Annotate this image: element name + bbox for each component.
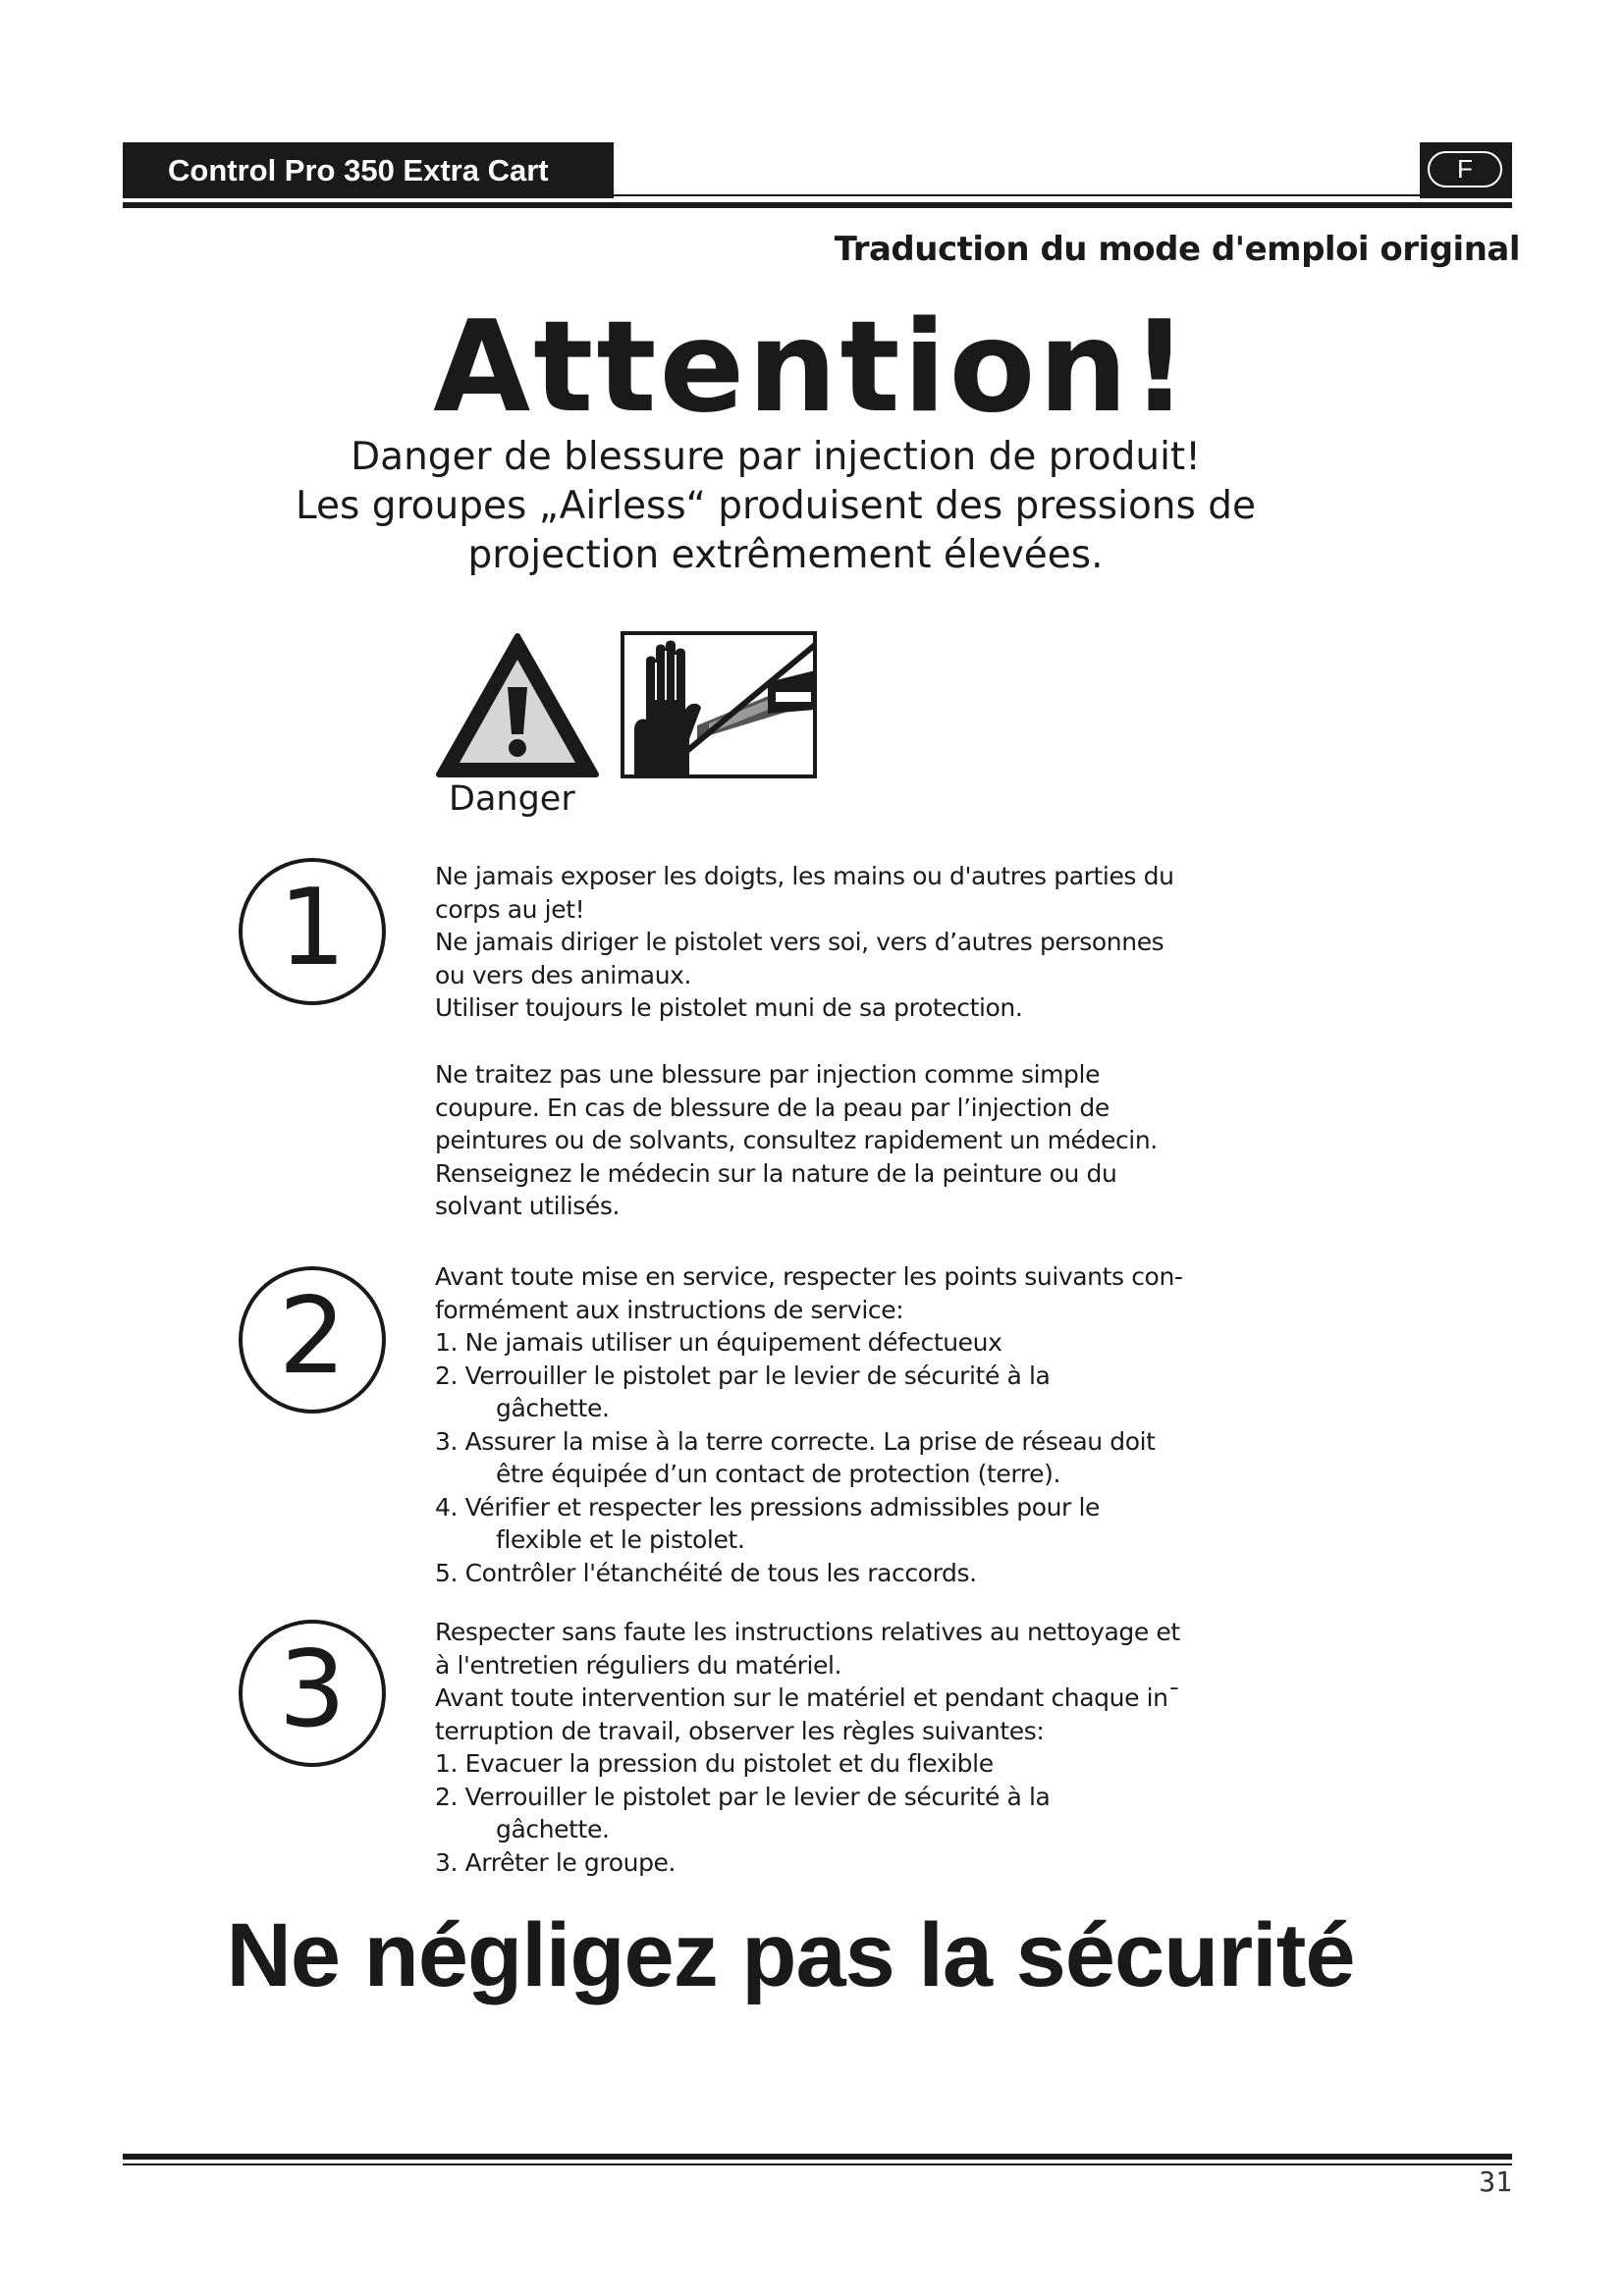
text-line: 3. Arrêter le groupe. bbox=[435, 1847, 677, 1877]
document-title-bar bbox=[123, 142, 614, 198]
text-line: Ne jamais exposer les doigts, les mains ou d'autres parties du bbox=[435, 862, 1174, 890]
footer-rule-thick bbox=[123, 2154, 1512, 2160]
text-line: terruption de travail, observer les règles suivantes: bbox=[435, 1716, 1045, 1745]
text-line: coupure. En cas de blessure de la peau par l’injection de bbox=[435, 1093, 1110, 1122]
section-1-paragraph-1 bbox=[435, 860, 1220, 1025]
text-line: 4. Vérifier et respecter les pressions admissibles pour le bbox=[435, 1492, 1100, 1522]
hand-injection-icon bbox=[621, 631, 817, 778]
section-number-2: 2 bbox=[239, 1266, 386, 1414]
danger-label: Danger bbox=[449, 779, 575, 819]
text-line: Renseignez le médecin sur la nature de la peinture ou du bbox=[435, 1158, 1117, 1188]
language-badge: F bbox=[1428, 151, 1502, 187]
text-line: être équipée d’un contact de protection (terre). bbox=[496, 1460, 1061, 1488]
section-3-paragraph-1 bbox=[435, 1616, 1220, 1879]
text-line: Ne traitez pas une blessure par injection comme simple bbox=[435, 1060, 1101, 1089]
headline: Attention! bbox=[433, 294, 1191, 441]
section-number-1: 1 bbox=[239, 858, 386, 1005]
language-badge-block bbox=[1420, 142, 1512, 198]
warning-line-1: Danger de blessure par injection de produit! bbox=[351, 435, 1201, 479]
text-line: 3. Assurer la mise à la terre correcte. La prise de réseau doit bbox=[435, 1426, 1156, 1456]
text-line: Ne jamais diriger le pistolet vers soi, vers d’autres personnes bbox=[435, 928, 1164, 956]
text-line: gâchette. bbox=[496, 1815, 610, 1843]
text-line: solvant utilisés. bbox=[435, 1192, 621, 1220]
warning-line-3: projection extrêmement élevées. bbox=[467, 533, 1104, 577]
text-line: 2. Verrouiller le pistolet par le levier de sécurité à la bbox=[435, 1361, 1051, 1390]
section-1-paragraph-2 bbox=[435, 1058, 1220, 1223]
text-line: 1. Ne jamais utiliser un équipement défectueux bbox=[435, 1328, 1002, 1357]
text-line: gâchette. bbox=[496, 1394, 610, 1422]
section-number-3: 3 bbox=[239, 1620, 386, 1767]
text-line: Respecter sans faute les instructions relatives au nettoyage et bbox=[435, 1618, 1180, 1646]
text-line: 2. Verrouiller le pistolet par le levier de sécurité à la bbox=[435, 1782, 1051, 1811]
text-line: peintures ou de solvants, consultez rapidement un médecin. bbox=[435, 1126, 1158, 1154]
header-rule-thick bbox=[123, 202, 1512, 208]
header-rule-thin bbox=[614, 194, 1512, 196]
text-line: corps au jet! bbox=[435, 894, 585, 924]
safety-slogan: Ne négligez pas la sécurité bbox=[226, 1905, 1355, 2005]
document-title: Control Pro 350 Extra Cart bbox=[168, 153, 549, 187]
text-line: Avant toute mise en service, respecter les points suivants con- bbox=[435, 1262, 1183, 1291]
text-line: formément aux instructions de service: bbox=[435, 1295, 904, 1324]
text-line: Avant toute intervention sur le matériel et pendant chaque in¯ bbox=[435, 1683, 1180, 1712]
footer-rule-thin bbox=[123, 2163, 1512, 2165]
subtitle: Traduction du mode d'emploi original bbox=[834, 230, 1520, 269]
text-line: ou vers des animaux. bbox=[435, 960, 692, 989]
text-line: flexible et le pistolet. bbox=[496, 1525, 745, 1554]
warning-line-2: Les groupes „Airless“ produisent des pressions de bbox=[295, 484, 1256, 528]
text-line: à l'entretien réguliers du matériel. bbox=[435, 1650, 842, 1680]
text-line: 5. Contrôler l'étanchéité de tous les raccords. bbox=[435, 1558, 977, 1587]
section-2-paragraph-1 bbox=[435, 1260, 1220, 1589]
text-line: 1. Evacuer la pression du pistolet et du flexible bbox=[435, 1749, 994, 1778]
page-number: 31 bbox=[1479, 2165, 1512, 2198]
text-line: Utiliser toujours le pistolet muni de sa protection. bbox=[435, 993, 1023, 1022]
warning-triangle-icon bbox=[433, 630, 602, 780]
